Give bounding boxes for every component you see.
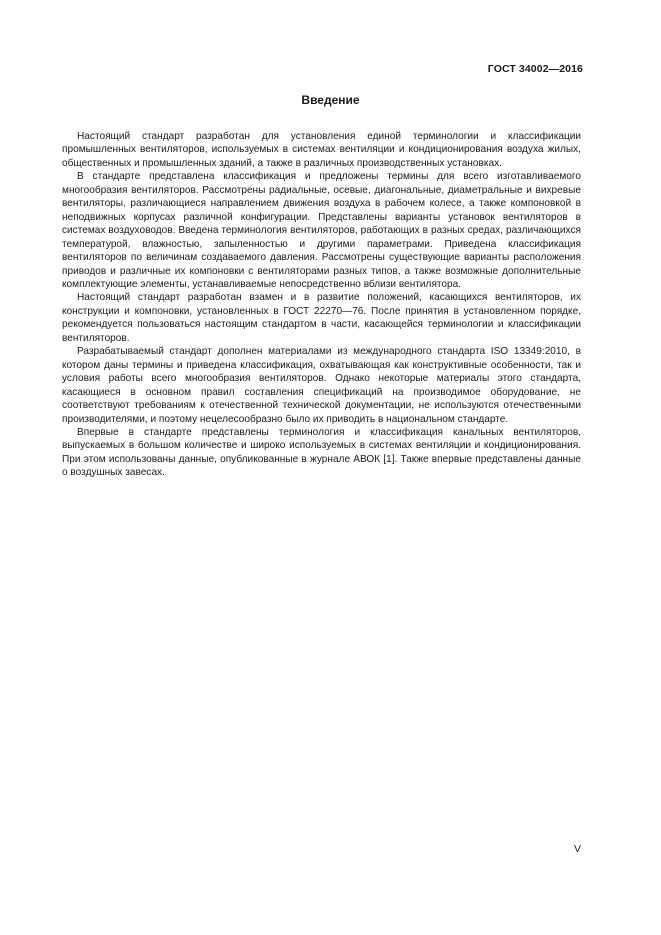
paragraph-4: Разрабатываемый стандарт дополнен материалами из международного стандарта ISO 13349:2010, в котором даны термины и приведена классификация, охватывающая как конструктивные особенности, так и условия работы всего многообразия вентиляторов. Однако некоторые материалы этого стандарта, касающиеся в основном правил составления спецификаций на производимое оборудование, не соответствуют требованиям к отечественной технической документации, не используются отечественными производителями, и поэтому нецелесообразно было их приводить в национальном стандарте. xyxy=(62,346,581,425)
paragraph-2: В стандарте представлена классификация и предложены термины для всего изготавливаемого многообразия вентиляторов. Рассмотрены радиальные, осевые, диагональные, диаметральные и вихревые вентиляторы, различающиеся направлением движения воздуха в рабочем колесе, а также компоновкой в неподвижных корпусах различной конфигурации. Представлены варианты установок вентиляторов в системах воздуховодов. Введена терминология вентиляторов, работающих в разных средах, различающихся температурой, влажностью, запыленностью и другими параметрами. Приведена классификация вентиляторов по величинам создаваемого давления. Рассмотрены существующие варианты расположения приводов и различные их компоновки с вентиляторами разных типов, а также возможные дополнительные комплектующие элементы, устанавливаемые непосредственно вблизи вентилятора. xyxy=(62,171,581,290)
body-text xyxy=(62,130,581,480)
paragraph-3: Настоящий стандарт разработан взамен и в развитие положений, касающихся вентиляторов, их конструкции и компоновки, установленных в ГОСТ 22270—76. После принятия в установленном порядке, рекомендуется пользоваться настоящим стандартом в части, касающейся терминологии и классификации вентиляторов. xyxy=(62,292,581,344)
section-title: Введение xyxy=(301,93,360,107)
paragraph-5: Впервые в стандарте представлены терминология и классификация канальных вентиляторов, выпускаемых в большом количестве и широко используемых в системах вентиляции и кондиционирования. При этом использованы данные, опубликованные в журнале АВОК [1]. Также впервые представлены данные о воздушных завесах. xyxy=(62,426,581,479)
document-code: ГОСТ 34002—2016 xyxy=(487,63,583,75)
page-number: V xyxy=(573,843,581,855)
paragraph-1: Настоящий стандарт разработан для установления единой терминологии и классификации промышленных вентиляторов, используемых в системах вентиляции и кондиционирования воздуха жилых, общественных и промышленных зданий, а также в различных производственных установках. xyxy=(62,131,581,169)
